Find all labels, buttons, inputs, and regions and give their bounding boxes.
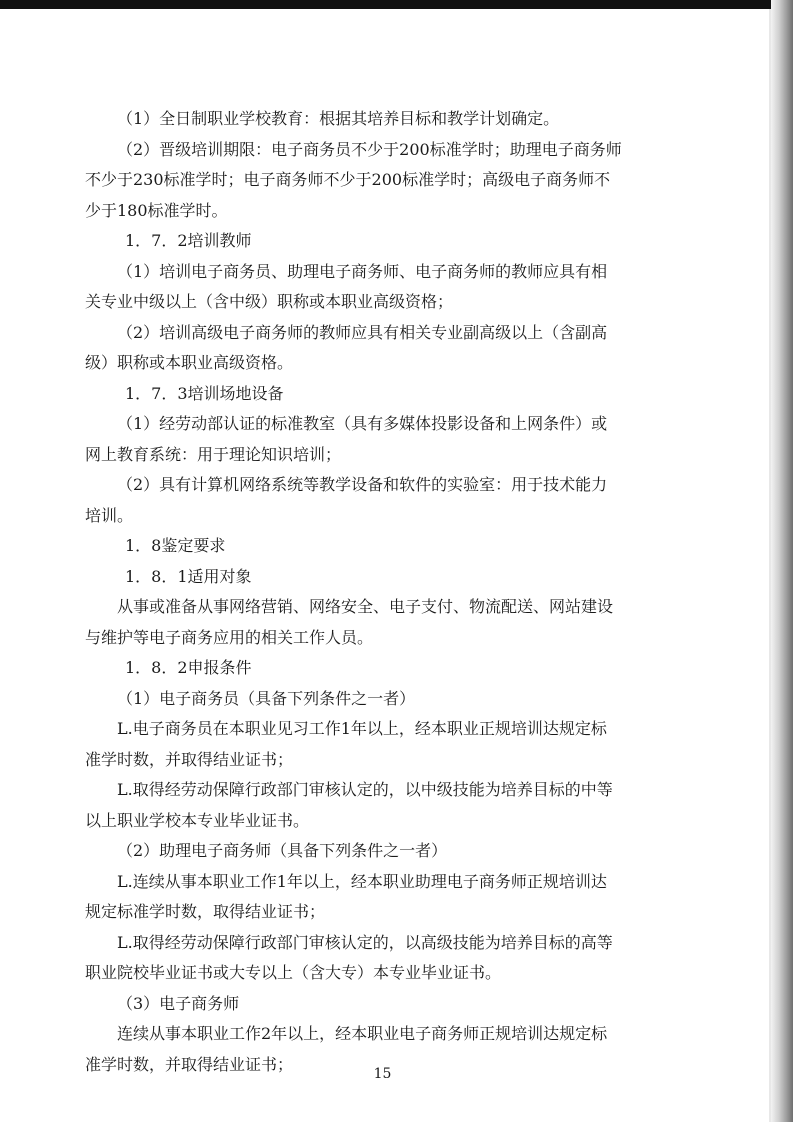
paragraph-line: 关专业中级以上（含中级）职称或本职业高级资格； [85, 292, 454, 311]
paragraph-line: 准学时数，并取得结业证书； [85, 1054, 294, 1074]
paragraph-line: （2）具有计算机网络系统等教学设备和软件的实验室：用于技术能力 [117, 475, 608, 494]
paragraph-line: 不少于230标准学时；电子商务师不少于200标准学时；高级电子商务师不 [85, 170, 611, 189]
paragraph-line: L.连续从事本职业工作1年以上，经本职业助理电子商务师正规培训达 [117, 871, 607, 891]
paragraph-line: 以上职业学校本专业毕业证书。 [85, 810, 310, 830]
paragraph-line: （1）经劳动部认证的标准教室（具有多媒体投影设备和上网条件）或 [117, 414, 608, 433]
paragraph-line: 少于180标准学时。 [85, 200, 228, 220]
paragraph-line: L.取得经劳动保障行政部门审核认定的，以中级技能为培养目标的中等 [117, 780, 613, 799]
paragraph-line: 培训。 [85, 505, 134, 525]
section-heading: 1．8鉴定要求 [125, 536, 226, 555]
paragraph-line: （1）全日制职业学校教育：根据其培养目标和教学计划确定。 [117, 109, 560, 128]
paragraph-line: 级）职称或本职业高级资格。 [85, 353, 294, 372]
document-body [85, 104, 700, 1080]
scan-top-edge [0, 0, 793, 9]
scan-right-edge [771, 0, 793, 1122]
paragraph-line: 规定标准学时数，取得结业证书； [85, 902, 326, 921]
section-heading: 1．7．3培训场地设备 [125, 383, 284, 403]
paragraph-line: （2）助理电子商务师（具备下列条件之一者） [117, 841, 448, 860]
paragraph-line: （1）电子商务员（具备下列条件之一者） [117, 688, 416, 708]
paragraph-line: 从事或准备从事网络营销、网络安全、电子支付、物流配送、网站建设 [117, 597, 614, 616]
section-heading: 1．8．2申报条件 [125, 658, 252, 677]
paragraph-line: （2）晋级培训期限：电子商务员不少于200标准学时；助理电子商务师 [117, 139, 622, 159]
section-heading: 1．7．2培训教师 [125, 231, 252, 250]
paragraph-line: （1）培训电子商务员、助理电子商务师、电子商务师的教师应具有相 [117, 261, 608, 281]
paragraph-line: 网上教育系统：用于理论知识培训； [85, 444, 342, 464]
paragraph-line: （2）培训高级电子商务师的教师应具有相关专业副高级以上（含副高 [117, 322, 608, 342]
paragraph-line: （3）电子商务师 [117, 993, 240, 1013]
paragraph-line: 准学时数，并取得结业证书； [85, 749, 294, 769]
paragraph-line: 职业院校毕业证书或大专以上（含大专）本专业毕业证书。 [85, 963, 502, 982]
paragraph-line: L.电子商务员在本职业见习工作1年以上，经本职业正规培训达规定标 [117, 719, 607, 738]
paragraph-line: L.取得经劳动保障行政部门审核认定的，以高级技能为培养目标的高等 [117, 932, 613, 952]
page-number: 15 [373, 1066, 392, 1082]
paragraph-line: 连续从事本职业工作2年以上，经本职业电子商务师正规培训达规定标 [117, 1024, 608, 1043]
paragraph-line: 与维护等电子商务应用的相关工作人员。 [85, 627, 374, 647]
section-heading: 1．8．1适用对象 [125, 566, 252, 586]
